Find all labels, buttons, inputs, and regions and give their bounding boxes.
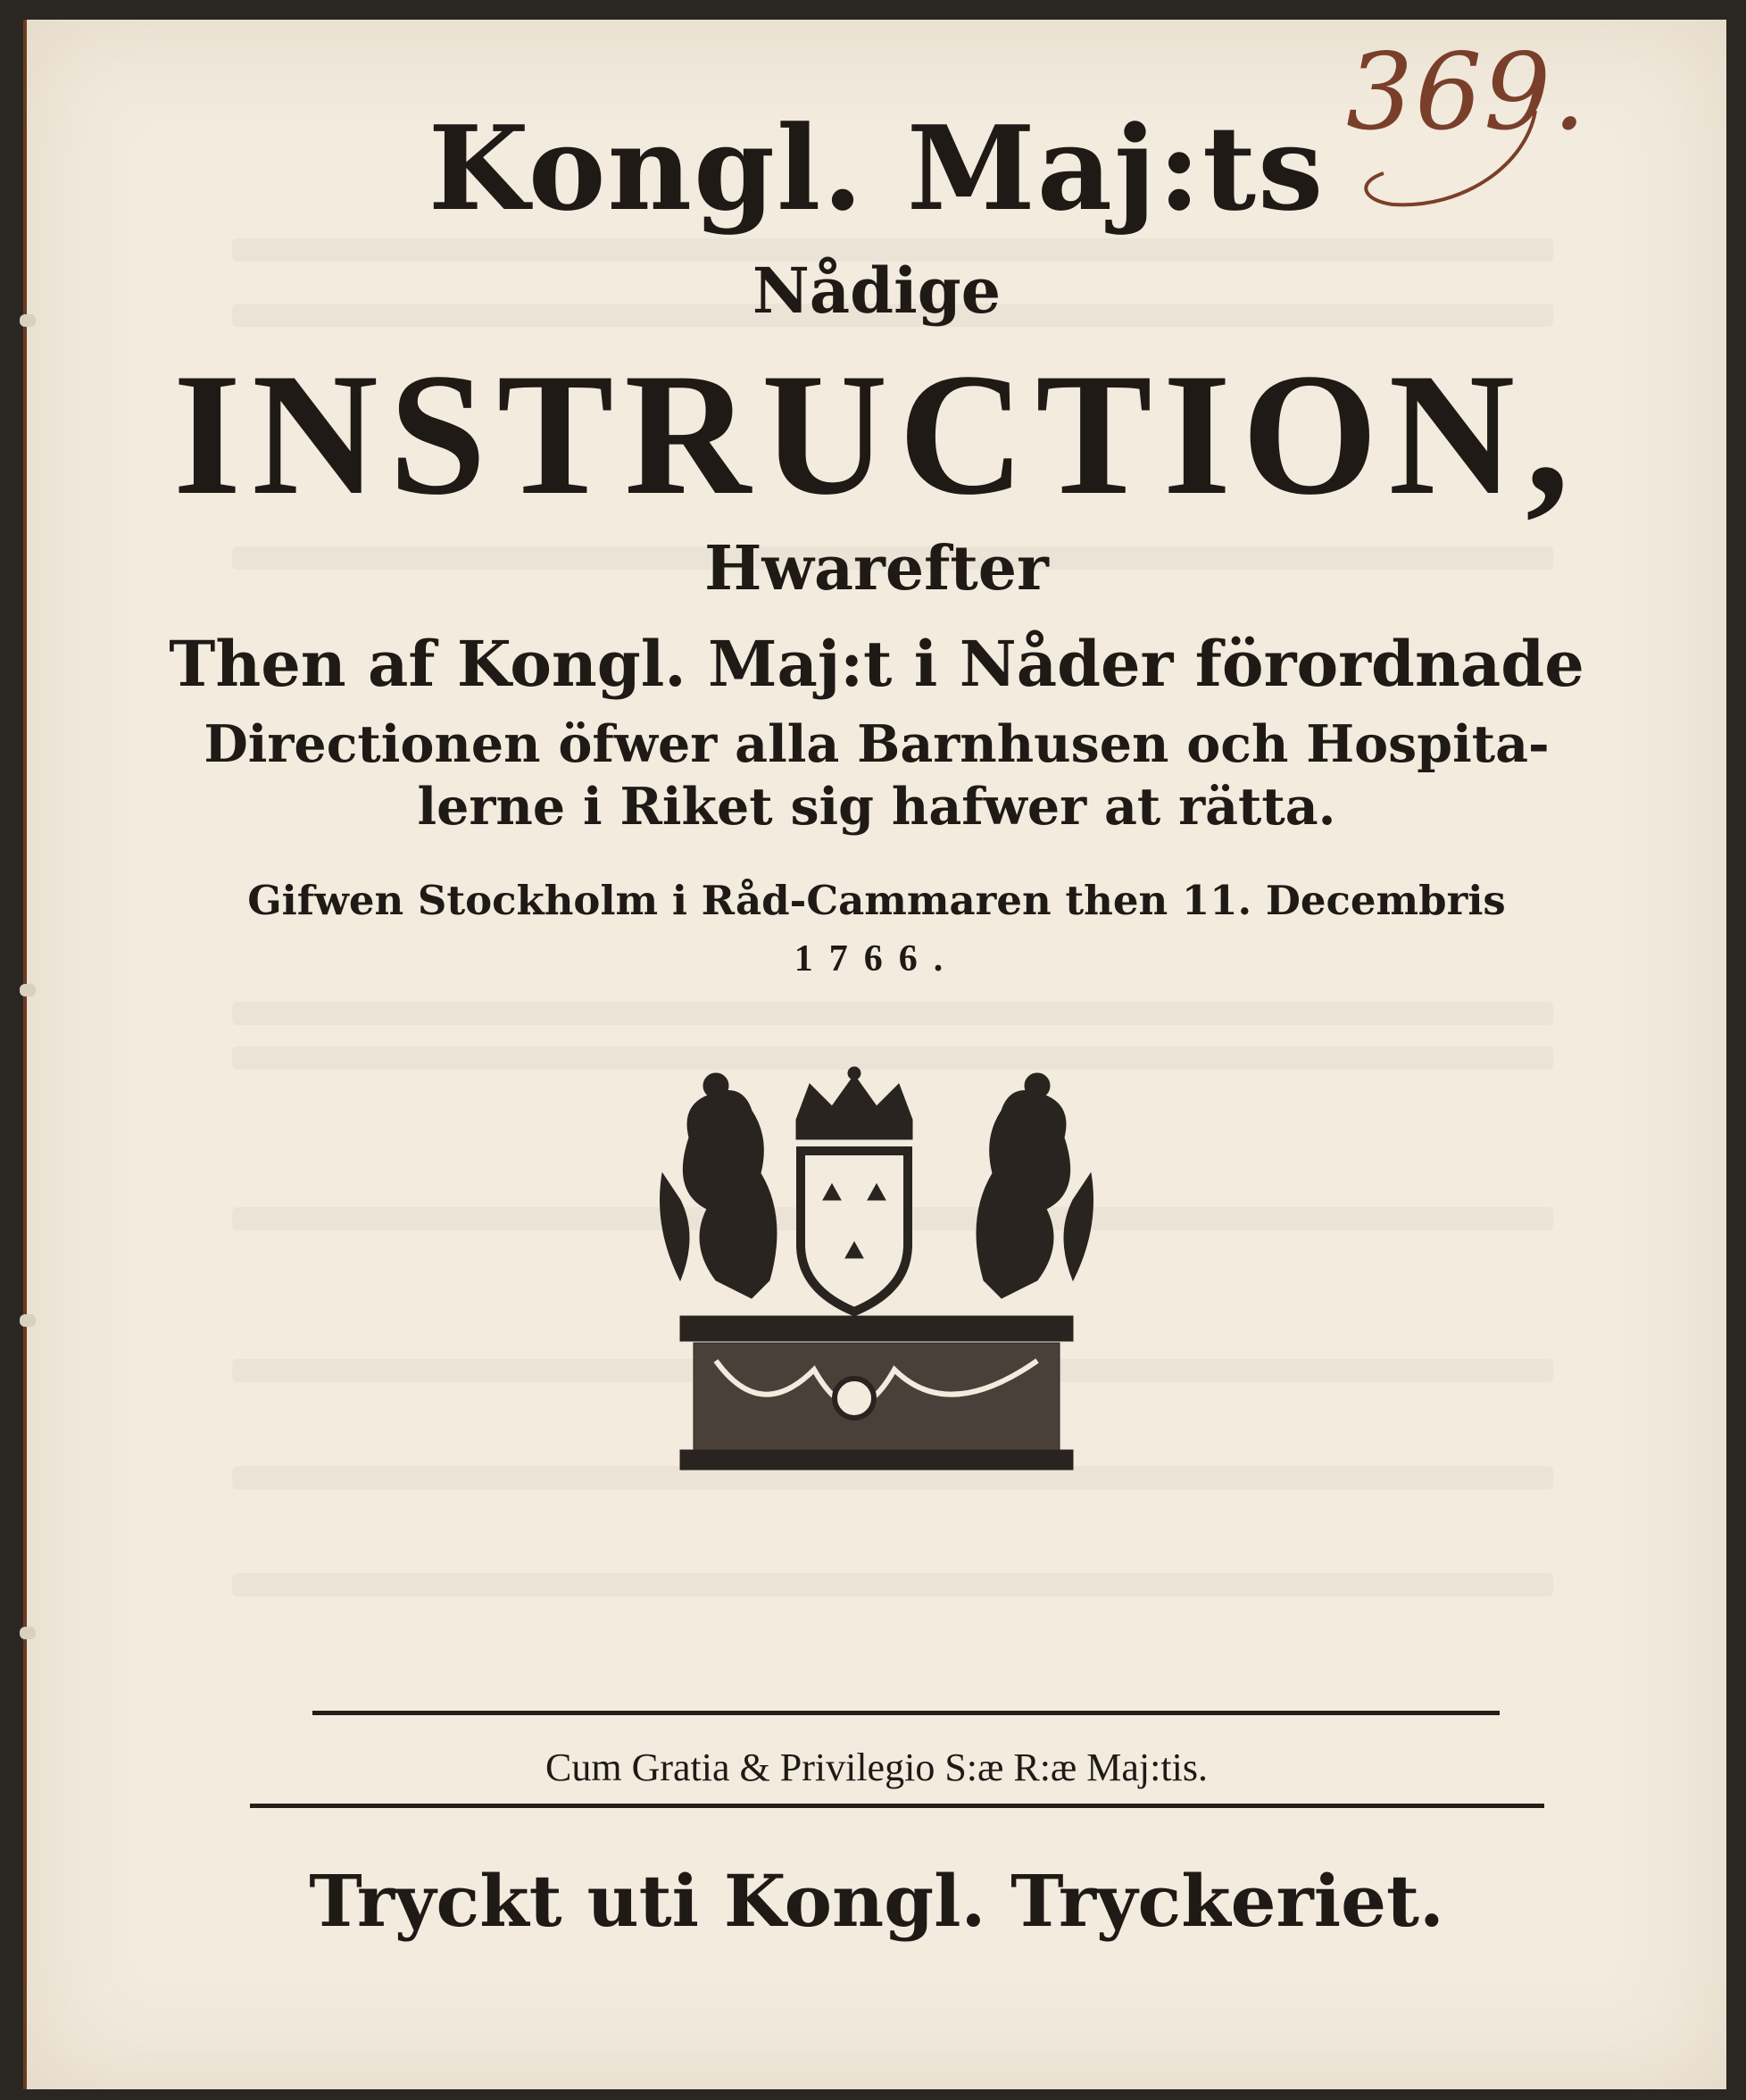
dateline: Gifwen Stockholm i Råd-Cammaren then 11. Decembris [247, 877, 1506, 924]
title-page [23, 20, 1726, 2089]
show-through-line [232, 1002, 1553, 1025]
handwritten-number: 369. [1346, 30, 1588, 154]
show-through-line [232, 1573, 1553, 1596]
title-line-7: lerne i Riket sig hafwer at rätta. [417, 777, 1336, 837]
title-line-2: Nådige [752, 254, 1002, 328]
top-rule [312, 1711, 1500, 1715]
title-main: INSTRUCTION, [172, 338, 1581, 531]
binding-thread [20, 1314, 36, 1327]
binding-thread [20, 984, 36, 996]
binding-thread [20, 1627, 36, 1639]
title-line-4: Hwarefter [704, 533, 1049, 604]
privilege-line: Cum Gratia & Privilegio S:æ R:æ Maj:tis. [545, 1746, 1208, 1789]
title-line-6: Directionen öfwer alla Barnhusen och Hospita- [204, 714, 1550, 774]
royal-coat-of-arms-icon [653, 1066, 1100, 1477]
title-line-5: Then af Kongl. Maj:t i Nåder förordnade [169, 627, 1584, 701]
title-line-1: Kongl. Maj:ts [428, 100, 1326, 237]
imprint: Tryckt uti Kongl. Tryckeriet. [309, 1859, 1444, 1943]
date-year: 1766. [794, 938, 960, 979]
bottom-rule [250, 1804, 1544, 1808]
